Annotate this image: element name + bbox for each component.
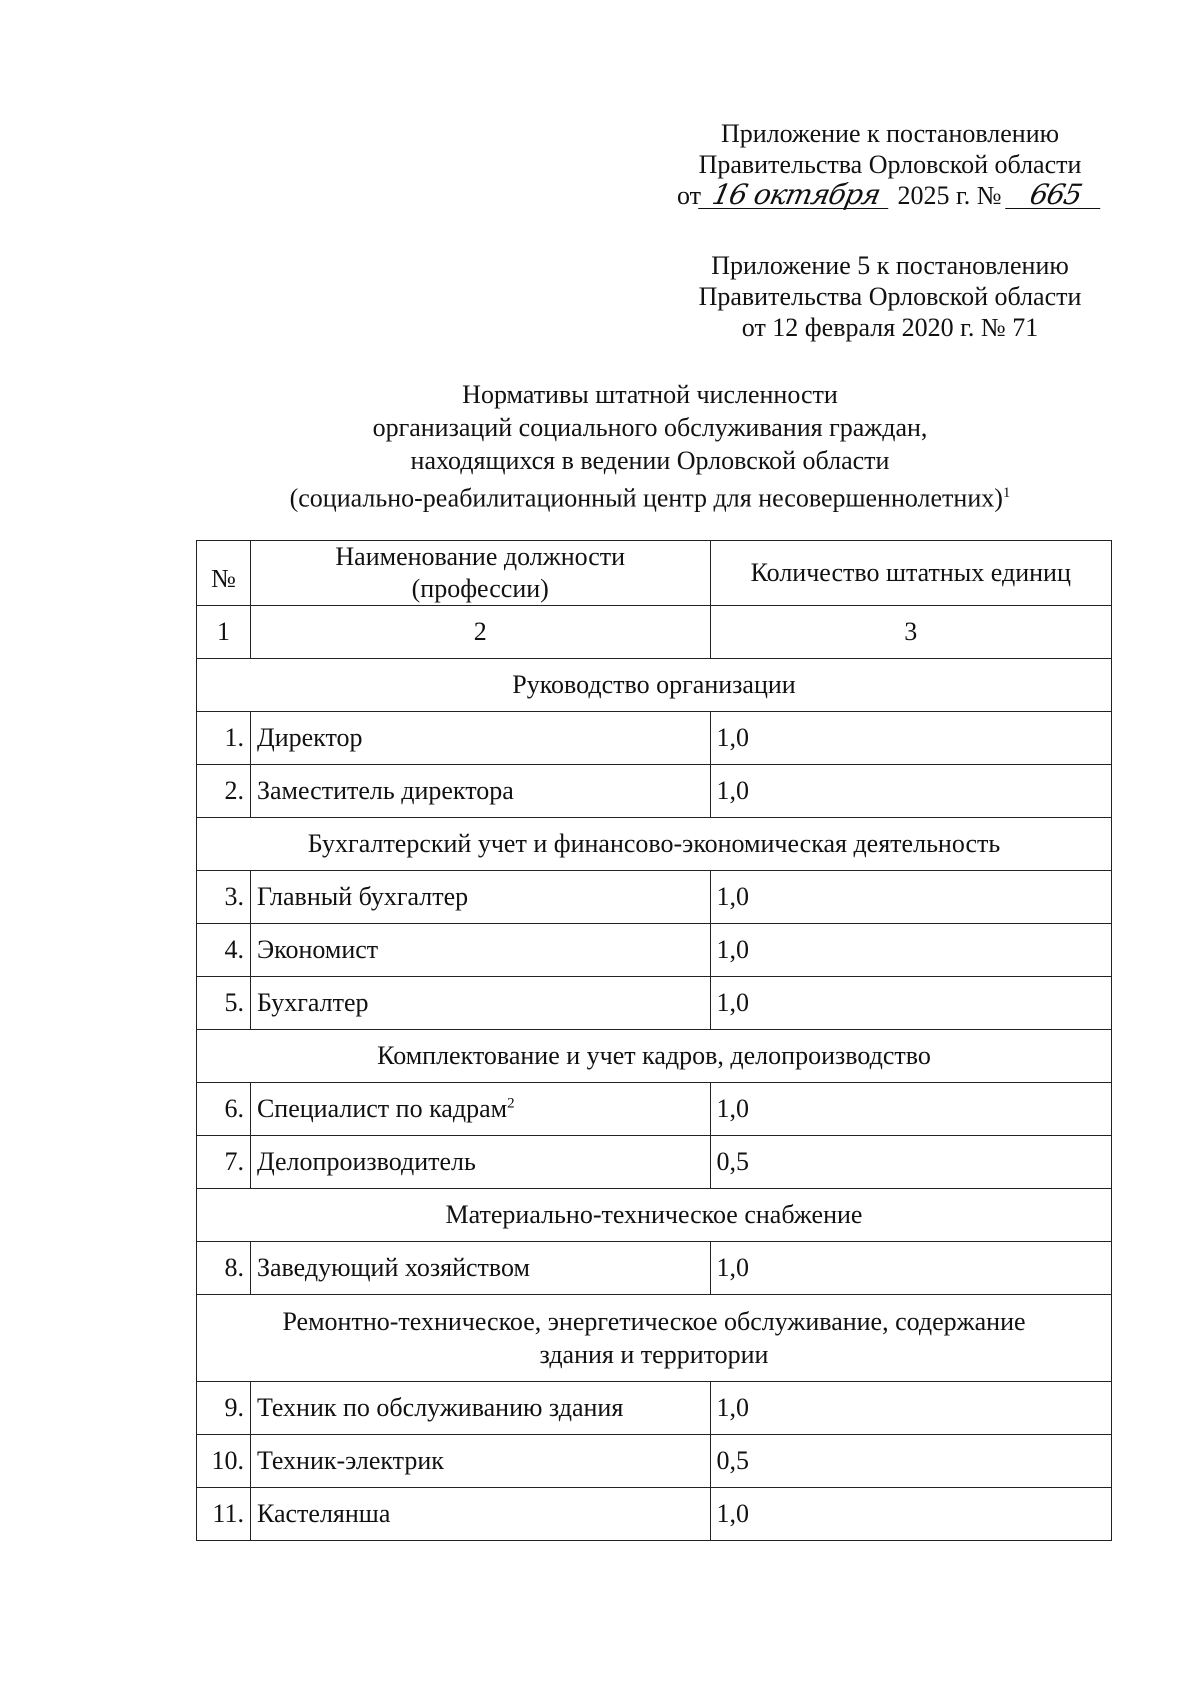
from-prefix: от (676, 181, 701, 210)
table-row: 3. Главный бухгалтер 1,0 (197, 871, 1112, 924)
section-row: Материально-техническое снабжение (197, 1189, 1112, 1242)
header-number: № (197, 541, 251, 606)
title-line-4: (социально-реабилитационный центр для несовершеннолетних)$^1$ (289, 483, 1011, 513)
section-row: Бухгалтерский учет и финансово-экономическая деятельность (197, 818, 1112, 871)
table-row: 4. Экономист 1,0 (197, 924, 1112, 977)
table-row: 5. Бухгалтер 1,0 (197, 977, 1112, 1030)
appendix-line-3: от 12 февраля 2020 г. № 71 (741, 313, 1039, 342)
header-position: Наименование должности (профессии) (250, 541, 710, 606)
column-number-row: 1 2 3 (197, 606, 1112, 659)
title-line-3: находящихся в ведении Орловской области (410, 446, 890, 475)
header-line-2: Правительства Орловской области (698, 150, 1082, 179)
title-footnote-mark: 1 (1002, 485, 1011, 501)
appendix-line-1: Приложение 5 к постановлению (711, 251, 1069, 280)
document-title (190, 378, 1110, 515)
section-row: Комплектование и учет кадров, делопроизводство (197, 1030, 1112, 1083)
section-row: Ремонтно-техническое, энергетическое обслуживание, содержание здания и территории (197, 1295, 1112, 1382)
table-row: 7. Делопроизводитель 0,5 (197, 1136, 1112, 1189)
table-row: 2. Заместитель директора 1,0 (197, 765, 1112, 818)
appendix-line-2: Правительства Орловской области (698, 282, 1082, 311)
year-text: 2025 г. № (897, 181, 1002, 210)
table-row: 8. Заведующий хозяйством 1,0 (197, 1242, 1112, 1295)
table-row: 6. Специалист по кадрам$^2$ 1,0 (197, 1083, 1112, 1136)
title-line-2: организаций социального обслуживания граждан, (372, 413, 928, 442)
section-row: Руководство организации (197, 659, 1112, 712)
handwritten-date: 16 октября (698, 182, 894, 209)
appendix-header (660, 250, 1120, 343)
header-line-3 (660, 180, 1120, 211)
staff-table (196, 540, 1112, 1541)
table-row: 10. Техник-электрик 0,5 (197, 1435, 1112, 1488)
table-row: 9. Техник по обслуживанию здания 1,0 (197, 1382, 1112, 1435)
footnote-mark: 2 (507, 1095, 515, 1112)
resolution-header (660, 118, 1120, 211)
table-row: 11. Кастелянша 1,0 (197, 1488, 1112, 1541)
title-line-1: Нормативы штатной численности (462, 380, 838, 409)
table-header-row (197, 541, 1112, 606)
header-quantity: Количество штатных единиц (710, 541, 1112, 606)
table-row: 1. Директор 1,0 (197, 712, 1112, 765)
header-line-1: Приложение к постановлению (720, 119, 1060, 148)
handwritten-number: 665 (1005, 182, 1106, 209)
